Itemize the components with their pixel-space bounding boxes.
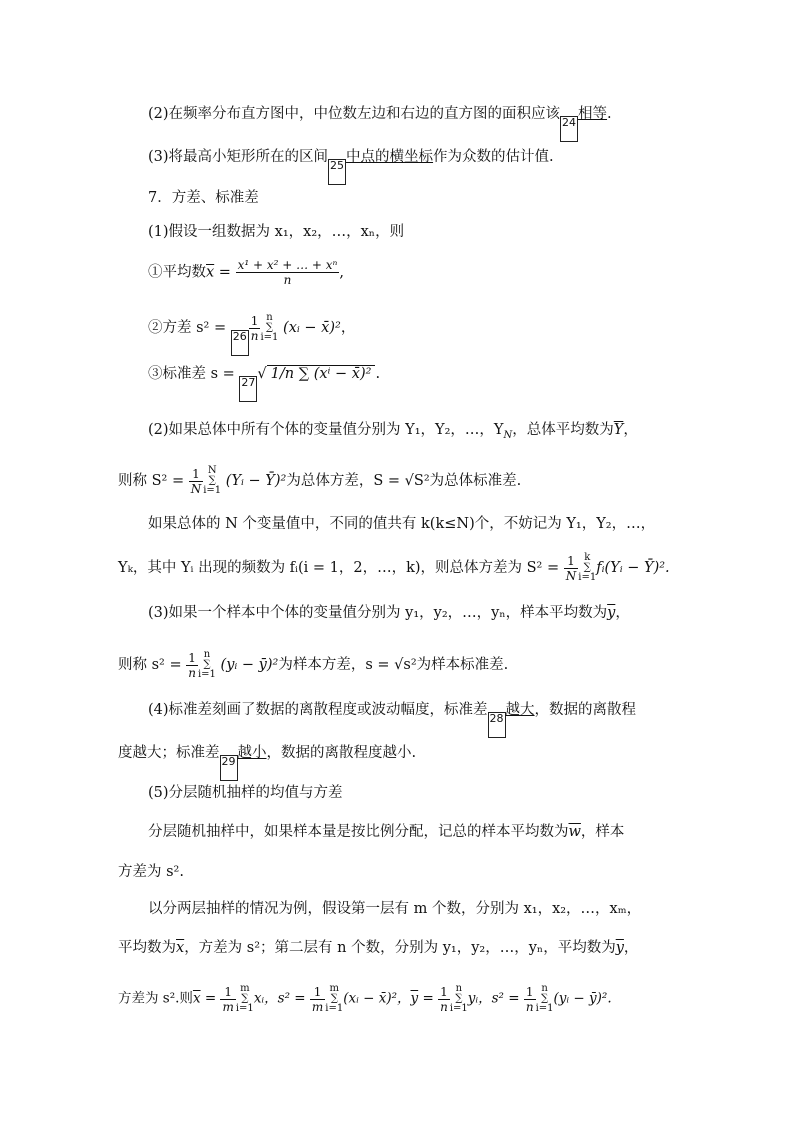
para-stddev-meaning: (4)标准差刻画了数据的离散程度或波动幅度，标准差28越大，数据的离散程 xyxy=(148,700,708,738)
para-assume: (1)假设一组数据为 x₁，x₂，…，xₙ，则 xyxy=(148,224,405,240)
formula-mean: ①平均数$\overline{x}$ = $\frac{\text{x¹ + x² + … + xⁿ}}{n}$ , xyxy=(148,258,345,287)
para-population: (2)如果总体中所有个体的变量值分别为 Y₁，Y₂，…，$Y_N$，总体平均数为$\overline{Y}$， xyxy=(148,422,638,441)
formula-two-layer: 方差为 s².则$\overline{x}$ = $\frac{1}{m}$ m ∑ i=1 xᵢ，s² = $\frac{1}{m}$ m ∑ i=1 (xᵢ − x̄)²，$\overline{y}$ = $\frac{1}{n}$ n ∑ i=1 yᵢ，s² = $\frac{1}{n}$ n ∑ i=1 (yᵢ − ȳ)². xyxy=(118,983,612,1014)
para-stddev-meaning-2: 度越大；标准差29越小，数据的离散程度越小. xyxy=(118,743,678,781)
para-pop-k: 如果总体的 N 个变量值中，不同的值共有 k(k≤N)个，不妨记为 Y₁，Y₂，…， xyxy=(148,516,656,532)
para-stratified-title: (5)分层随机抽样的均值与方差 xyxy=(148,785,343,801)
answer-box-26: 26 xyxy=(231,330,249,356)
para-stratified-1: 分层随机抽样中，如果样本量是按比例分配，记总的样本平均数为$\overline{w}$，样本 xyxy=(148,824,625,840)
formula-pop-variance: 则称 S² = $\frac{1}{N}$ N ∑ i=1 (Yᵢ − Ȳ)²为总体方差，S = √S²为总体标准差. xyxy=(118,465,522,496)
answer-box-29: 29 xyxy=(220,755,238,781)
para-two-layer-1: 以分两层抽样的情况为例，假设第一层有 m 个数，分别为 x₁，x₂，…，xₘ， xyxy=(148,901,642,917)
answer-box-25: 25 xyxy=(328,159,346,185)
section-title: 7．方差、标准差 xyxy=(148,190,259,206)
answer-box-24: 24 xyxy=(560,116,578,142)
para-two-layer-2: 平均数为$\overline{x}$，方差为 s²；第二层有 n 个数，分别为 y₁，y₂，…，yₙ，平均数为$\overline{y}$， xyxy=(118,940,639,956)
answer-box-27: 27 xyxy=(239,376,257,402)
para-sample: (3)如果一个样本中个体的变量值分别为 y₁，y₂，…，yₙ，样本平均数为$\overline{y}$， xyxy=(148,605,630,621)
answer-box-28: 28 xyxy=(488,712,506,738)
answer-29: 越小 xyxy=(237,745,267,761)
para-mode: (3)将最高小矩形所在的区间25中点的横坐标作为众数的估计值. xyxy=(148,147,708,185)
answer-25: 中点的横坐标 xyxy=(346,149,434,165)
para-median-text: (2)在频率分布直方图中，中位数左边和右边的直方图的面积应该 xyxy=(148,106,561,122)
formula-pop-k: Yₖ，其中 Yᵢ 出现的频数为 fᵢ(i = 1，2，…，k)，则总体方差为 S² = $\frac{1}{N}$ k ∑ i=1 fᵢ(Yᵢ − Ȳ)². xyxy=(118,552,670,583)
para-stratified-2: 方差为 s². xyxy=(118,864,184,880)
formula-variance: ②方差 s² = 26 $\frac{1}{n}$ n ∑ i=1 (xᵢ − x̄)²， xyxy=(148,313,708,356)
answer-24: 相等 xyxy=(578,106,608,122)
answer-28: 越大 xyxy=(505,702,535,718)
formula-stddev: ③标准差 s = 27√ 1/n ∑ (xⁱ − x̄)² . xyxy=(148,364,708,402)
para-median: (2)在频率分布直方图中，中位数左边和右边的直方图的面积应该24相等. xyxy=(148,104,708,142)
formula-sample-variance: 则称 s² = $\frac{1}{n}$ n ∑ i=1 (yᵢ − ȳ)²为样本方差，s = √s²为样本标准差. xyxy=(118,649,509,680)
